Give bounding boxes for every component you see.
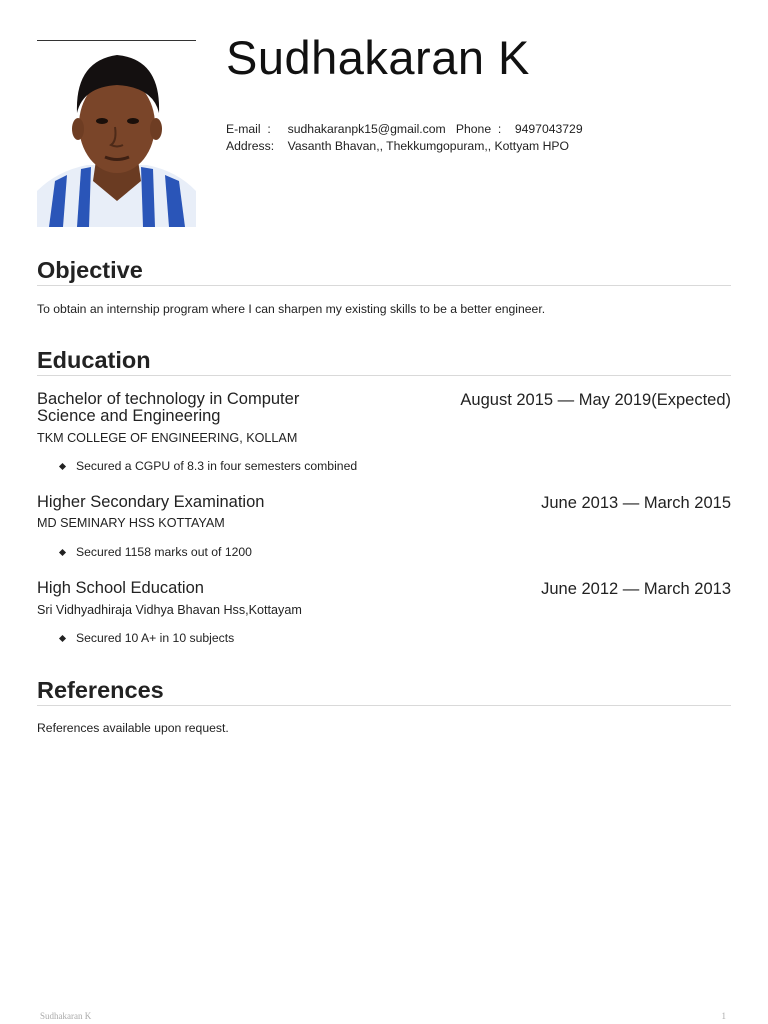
email-label: E-mail [226,122,261,136]
objective-heading: Objective [37,257,731,286]
degree-line-2: Science and Engineering [37,407,221,425]
contact-block [226,121,583,155]
list-item-text: Secured 10 A+ in 10 subjects [76,631,235,645]
education-institution: MD SEMINARY HSS KOTTAYAM [37,516,225,530]
education-dates: June 2012 — March 2013 [541,580,731,598]
bullet-icon [59,463,66,470]
footer-name: Sudhakaran K [40,1011,92,1021]
education-heading: Education [37,347,731,376]
list-item-text: Secured 1158 marks out of 1200 [76,545,252,559]
references-heading: References [37,677,731,706]
bullet-icon [59,549,66,556]
candidate-name: Sudhakaran K [226,31,530,84]
references-text: References available upon request. [37,721,229,735]
bullet-icon [59,635,66,642]
page-number: 1 [721,1011,726,1021]
address-label: Address: [226,139,275,153]
education-institution: TKM COLLEGE OF ENGINEERING, KOLLAM [37,431,298,445]
profile-photo [37,40,196,227]
education-degree [37,391,299,425]
education-institution: Sri Vidhyadhiraja Vidhya Bhavan Hss,Kottayam [37,603,302,617]
list-item-text: Secured a CGPU of 8.3 in four semesters combined [76,459,358,473]
address-value: Vasanth Bhavan,, Thekkumgopuram,, Kottyam HPO [287,139,570,153]
degree-line-1: Bachelor of technology in Computer [37,390,300,408]
education-dates: June 2013 — March 2015 [541,494,731,512]
contact-row-email-phone [226,121,583,138]
phone-label: Phone [455,122,492,136]
list-item [61,631,234,645]
contact-row-address [226,138,583,155]
list-item [61,545,252,559]
education-dates: August 2015 — May 2019(Expected) [460,391,731,409]
list-item [61,459,357,473]
education-degree: High School Education [37,579,204,597]
email-value[interactable]: sudhakaranpk15@gmail.com [287,122,446,136]
phone-separator: : [497,122,502,136]
objective-text: To obtain an internship program where I can sharpen my existing skills to be a better engineer. [37,302,546,316]
education-degree: Higher Secondary Examination [37,493,265,511]
email-separator: : [267,122,271,136]
phone-value[interactable]: 9497043729 [514,122,583,136]
